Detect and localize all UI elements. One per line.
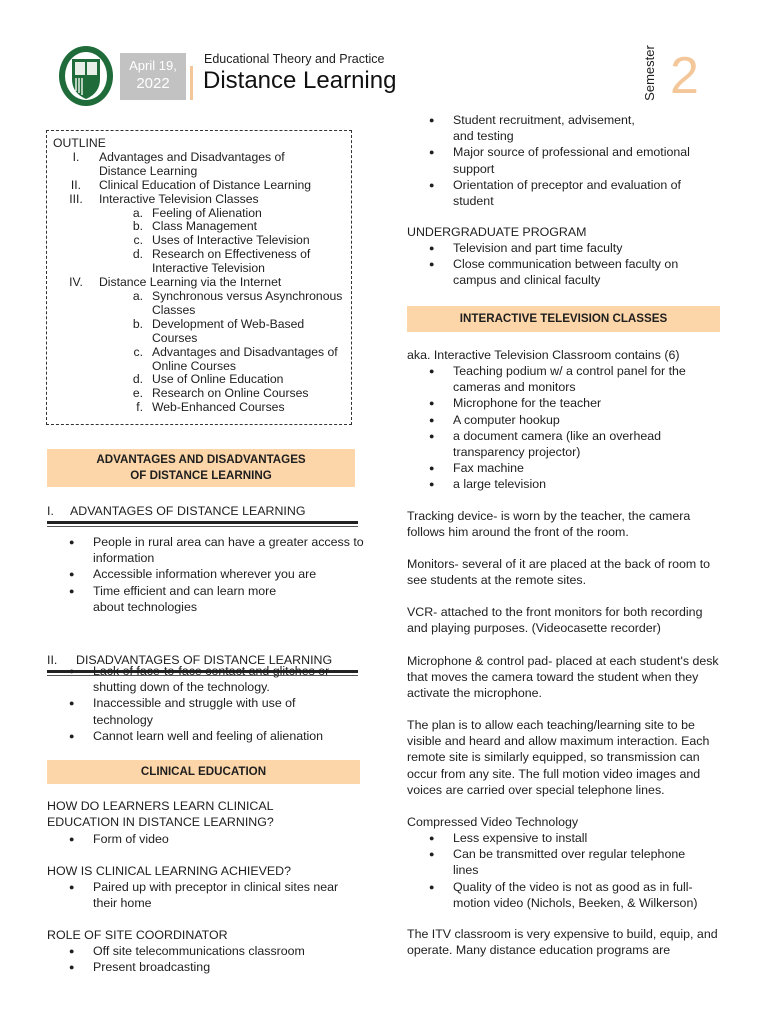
list-item: ● Fax machine — [407, 460, 712, 476]
outline-letter: a. — [132, 288, 143, 303]
outline-text: Clinical Education of Distance Learning — [99, 177, 312, 192]
list-item: ● a large television — [407, 476, 712, 492]
outline-item — [53, 151, 351, 179]
itv-contents-list — [407, 363, 712, 493]
page-title: Distance Learning — [203, 67, 397, 94]
question-clinical-achieved: HOW IS CLINICAL LEARNING ACHIEVED? — [47, 864, 291, 878]
outline-subtext: Advantages and Disadvantages of Online Courses — [152, 344, 338, 373]
subheading-num: II. — [47, 653, 58, 668]
outline-letter: c. — [133, 233, 143, 248]
coordinator-list-cont — [407, 112, 717, 209]
outline-letter: b. — [132, 219, 143, 234]
list-item: ● Close communication between faculty on campus and clinical faculty — [407, 256, 717, 288]
semester-label — [640, 40, 660, 106]
list-item: ● a document camera (like an overhead transparency projector) — [407, 428, 712, 460]
itv-aka: aka. Interactive Television Classroom contains (6) — [407, 348, 680, 362]
outline-num: III. — [69, 191, 83, 206]
undergrad-heading: UNDERGRADUATE PROGRAM — [407, 225, 587, 239]
semester-number: 2 — [670, 47, 699, 105]
outline-subtext: Synchronous versus Asynchronous Classes — [152, 288, 343, 317]
cvt-heading: Compressed Video Technology — [407, 815, 579, 829]
paragraph-plan: The plan is to allow each teaching/learning site to be visible and heard and allow maximum interaction. Each remote site is similarly equipped, so transmission can occur from any site. The full motion video images and voices are carried over special telephone lines. — [407, 718, 710, 797]
list-item: ● Teaching podium w/ a control panel for the cameras and monitors — [407, 363, 712, 395]
outline-subtext: Feeling of Alienation — [152, 205, 262, 220]
list-item: ● Quality of the video is not as good as in full-motion video (Nichols, Beeken, & Wilkerson) — [407, 879, 712, 911]
outline-subtext: Class Management — [152, 219, 257, 234]
list-item: ● Orientation of preceptor and evaluation of student — [407, 177, 717, 209]
section-header-itv: INTERACTIVE TELEVISION CLASSES — [407, 306, 720, 332]
section-header-advantages: ADVANTAGES AND DISADVANTAGES OF DISTANCE LEARNING — [47, 449, 355, 487]
outline-subtext: Research on Online Courses — [152, 386, 309, 401]
paragraph-itv-cost: The ITV classroom is very expensive to build, equip, and operate. Many distance education programs are — [407, 927, 718, 958]
question-clinical-learning: HOW DO LEARNERS LEARN CLINICAL EDUCATION IN DISTANCE LEARNING? — [47, 799, 274, 830]
outline-item — [53, 276, 351, 290]
paragraph-tracking-device: Tracking device- is worn by the teacher, the camera follows him around the front of the room. — [407, 509, 691, 540]
advantages-list — [47, 534, 367, 615]
q1-list — [47, 831, 357, 847]
outline-subitem — [99, 346, 351, 374]
outline-subitem — [99, 220, 351, 234]
q2-list — [47, 879, 357, 911]
date-box — [120, 53, 186, 100]
course-subject: Educational Theory and Practice — [204, 52, 385, 66]
outline-label: OUTLINE — [53, 136, 106, 150]
question-site-coordinator: ROLE OF SITE COORDINATOR — [47, 928, 228, 942]
list-item: ● Paired up with preceptor in clinical sites near their home — [47, 879, 357, 911]
list-item: ● Off site telecommunications classroom — [47, 943, 357, 959]
list-item: ● Major source of professional and emotional support — [407, 144, 717, 176]
outline-item — [53, 179, 351, 193]
outline-subitem — [99, 373, 351, 387]
section-header-clinical: CLINICAL EDUCATION — [47, 760, 360, 784]
list-item: ● Inaccessible and struggle with use of technology — [47, 695, 352, 727]
outline-num: IV. — [69, 275, 83, 290]
cvt-list — [407, 830, 712, 911]
list-item: ● Accessible information wherever you are — [47, 566, 367, 582]
outline-subtext: Use of Online Education — [152, 372, 284, 387]
subheading-advantages — [47, 503, 358, 524]
outline-letter: a. — [132, 205, 143, 220]
subheading-num: I. — [47, 504, 54, 518]
outline-text: Distance Learning via the Internet — [99, 275, 282, 290]
semester-label-text: Semester — [641, 45, 657, 101]
outline-subitem — [99, 318, 351, 346]
date-line2: 2022 — [136, 75, 170, 92]
outline-subitem — [99, 290, 351, 318]
date-line1: April 19, — [129, 58, 177, 73]
outline-letter: d. — [132, 372, 143, 387]
school-seal-logo — [58, 45, 114, 107]
list-item: ● Microphone for the teacher — [407, 395, 712, 411]
disadvantages-list — [47, 663, 352, 744]
outline-letter: e. — [132, 386, 143, 401]
outline-subtext: Uses of Interactive Television — [152, 233, 310, 248]
outline-box — [46, 130, 352, 425]
outline-num: I. — [72, 149, 80, 164]
accent-divider — [190, 66, 193, 100]
outline-subitem — [99, 401, 351, 415]
outline-text: Interactive Television Classes — [99, 191, 259, 206]
outline-letter: c. — [133, 344, 143, 359]
list-item: ● Present broadcasting — [47, 959, 357, 975]
list-item: ● Student recruitment, advisement, and testing — [407, 112, 717, 144]
outline-subitem — [99, 387, 351, 401]
list-item: ● Less expensive to install — [407, 830, 712, 846]
outline-subtext: Web-Enhanced Courses — [152, 400, 285, 415]
paragraph-vcr: VCR- attached to the front monitors for both recording and playing purposes. (Videocasette recorder) — [407, 605, 703, 636]
paragraph-microphone: Microphone & control pad- placed at each student's desk that moves the camera toward the student when they activate the microphone. — [407, 654, 719, 701]
paragraph-monitors: Monitors- several of it are placed at the back of room to see students at the remote sites. — [407, 557, 711, 588]
list-item: ● Cannot learn well and feeling of alienation — [47, 728, 352, 744]
list-item: ● People in rural area can have a greater access to information — [47, 534, 367, 566]
list-item: ● A computer hookup — [407, 412, 712, 428]
outline-letter: d. — [132, 247, 143, 262]
outline-item — [53, 193, 351, 207]
list-item: ● Time efficient and can learn more about technologies — [47, 583, 367, 615]
list-item: ● Can be transmitted over regular telephone lines — [407, 846, 712, 878]
outline-num: II. — [70, 177, 82, 192]
subheading-text: DISADVANTAGES OF DISTANCE LEARNING — [76, 653, 333, 668]
outline-letter: b. — [132, 316, 143, 331]
outline-text: Advantages and Disadvantages of Distance Learning — [99, 149, 285, 178]
list-item: ● Lack of face-to-face contact and glitches or shutting down of the technology. — [47, 663, 352, 695]
outline-subtext: Development of Web-Based Courses — [152, 316, 305, 345]
q3-list — [47, 943, 357, 975]
outline-subitem — [99, 248, 351, 276]
subheading-text: ADVANTAGES OF DISTANCE LEARNING — [70, 504, 306, 518]
outline-subitem — [99, 207, 351, 221]
outline-letter: f. — [136, 400, 143, 415]
undergrad-list — [407, 240, 717, 289]
list-item: ● Form of video — [47, 831, 357, 847]
outline-subitem — [99, 234, 351, 248]
list-item: ● Television and part time faculty — [407, 240, 717, 256]
outline-subtext: Research on Effectiveness of Interactive Television — [152, 247, 311, 276]
